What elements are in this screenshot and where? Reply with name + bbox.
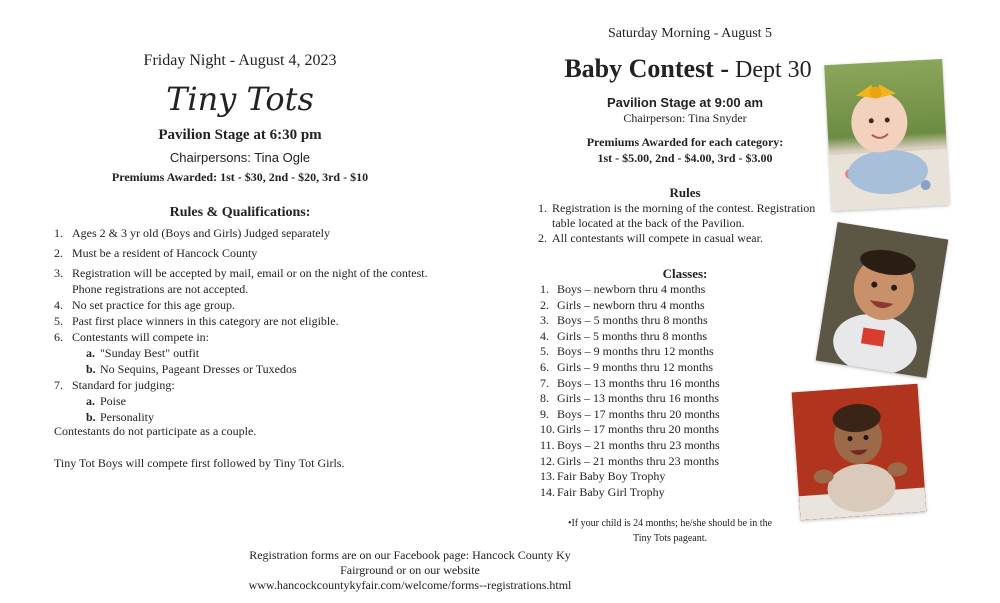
friday-date: Friday Night - August 4, 2023 [143, 52, 337, 69]
class-item: 12. Girls – 21 months thru 23 months [540, 453, 720, 468]
baby-contest-chairperson: Chairperson: Tina Snyder [623, 111, 747, 125]
rule-item: 4. No set practice for this age group. [54, 298, 235, 312]
classes-list [540, 282, 780, 500]
baby-photo-smiling-boy-art [816, 222, 949, 378]
classes-heading: Classes: [662, 266, 708, 281]
class-item: 7. Boys – 13 months thru 16 months [540, 375, 720, 390]
rule-item: 2. Must be a resident of Hancock County [54, 246, 258, 260]
class-item: 3. Boys – 5 months thru 8 months [540, 313, 708, 328]
rule-item: 3. Registration will be accepted by mail, email or on the night of the contest. Phone registrations are not accepted. [54, 266, 428, 296]
class-item: 10. Girls – 17 months thru 20 months [540, 422, 720, 437]
baby-rules-list [538, 201, 838, 246]
baby-contest-premiums-values: 1st - $5.00, 2nd - $4.00, 3rd - $3.00 [597, 151, 773, 165]
rule-subitem: b. No Sequins, Pageant Dresses or Tuxedos [86, 362, 297, 376]
registration-line: Registration forms are on our Facebook page: Hancock County Ky [249, 548, 571, 562]
class-item: 13. Fair Baby Boy Trophy [540, 469, 666, 484]
baby-rule-item: 1. Registration is the morning of the contest. Registration table located at the back of the Pavilion. [538, 201, 816, 230]
rules-qualifications-heading: Rules & Qualifications: [169, 205, 311, 220]
class-item: 6. Girls – 9 months thru 12 months [540, 359, 714, 374]
class-item: 8. Girls – 13 months thru 16 months [540, 391, 720, 406]
rule-subitem: b. Personality [86, 410, 154, 424]
class-item: 2. Girls – newborn thru 4 months [540, 297, 705, 312]
rule-item: 5. Past first place winners in this category are not eligible. [54, 314, 339, 328]
tiny-tots-title: Tiny Tots [166, 80, 314, 118]
baby-photo-yellow-bow-art [824, 59, 949, 211]
registration-line: Fairground or on our website [340, 563, 480, 577]
competition-order-note: Tiny Tot Boys will compete first followed by Tiny Tot Girls. [54, 456, 345, 470]
tiny-tots-premiums: Premiums Awarded: 1st - $30, 2nd - $20, 3rd - $10 [111, 170, 369, 184]
baby-photo-curly-girl-art [792, 384, 927, 520]
rule-item: 6. Contestants will compete in: [54, 330, 209, 344]
baby-photo-curly-girl [792, 384, 927, 520]
baby-contest-premiums-heading: Premiums Awarded for each category: [586, 135, 784, 149]
registration-info [200, 548, 620, 593]
baby-rules-heading: Rules [669, 185, 701, 200]
baby-photo-yellow-bow [824, 59, 949, 211]
tiny-tots-stage-time: Pavilion Stage at 6:30 pm [158, 127, 322, 143]
rule-item: 7. Standard for judging: [54, 378, 175, 392]
age-24-months-note: •If your child is 24 months; he/she should be in the Tiny Tots pageant. [567, 518, 773, 544]
rule-item: 1. Ages 2 & 3 yr old (Boys and Girls) Judged separately [54, 226, 330, 240]
class-item: 1. Boys – newborn thru 4 months [540, 282, 706, 296]
class-item: 5. Boys – 9 months thru 12 months [540, 344, 714, 359]
baby-photo-smiling-boy [816, 222, 949, 378]
rule-subitem: a. Poise [86, 394, 127, 408]
class-item: 11. Boys – 21 months thru 23 months [540, 437, 720, 452]
class-item: 4. Girls – 5 months thru 8 months [540, 328, 708, 343]
baby-contest-title: Baby Contest - Dept 30 [564, 54, 812, 83]
no-couples-note: Contestants do not participate as a couple. [54, 424, 257, 438]
registration-url: www.hancockcountykyfair.com/welcome/forms--registrations.html [248, 578, 572, 592]
class-item: 14. Fair Baby Girl Trophy [540, 484, 665, 499]
saturday-date: Saturday Morning - August 5 [607, 26, 773, 41]
baby-rule-item: 2. All contestants will compete in casual wear. [538, 231, 763, 245]
tiny-tots-rules-list [54, 225, 434, 425]
tiny-tots-chairpersons: Chairpersons: Tina Ogle [169, 150, 311, 165]
class-item: 9. Boys – 17 months thru 20 months [540, 406, 720, 421]
baby-contest-stage-time: Pavilion Stage at 9:00 am [606, 95, 764, 110]
rule-subitem: a. "Sunday Best" outfit [86, 346, 200, 360]
